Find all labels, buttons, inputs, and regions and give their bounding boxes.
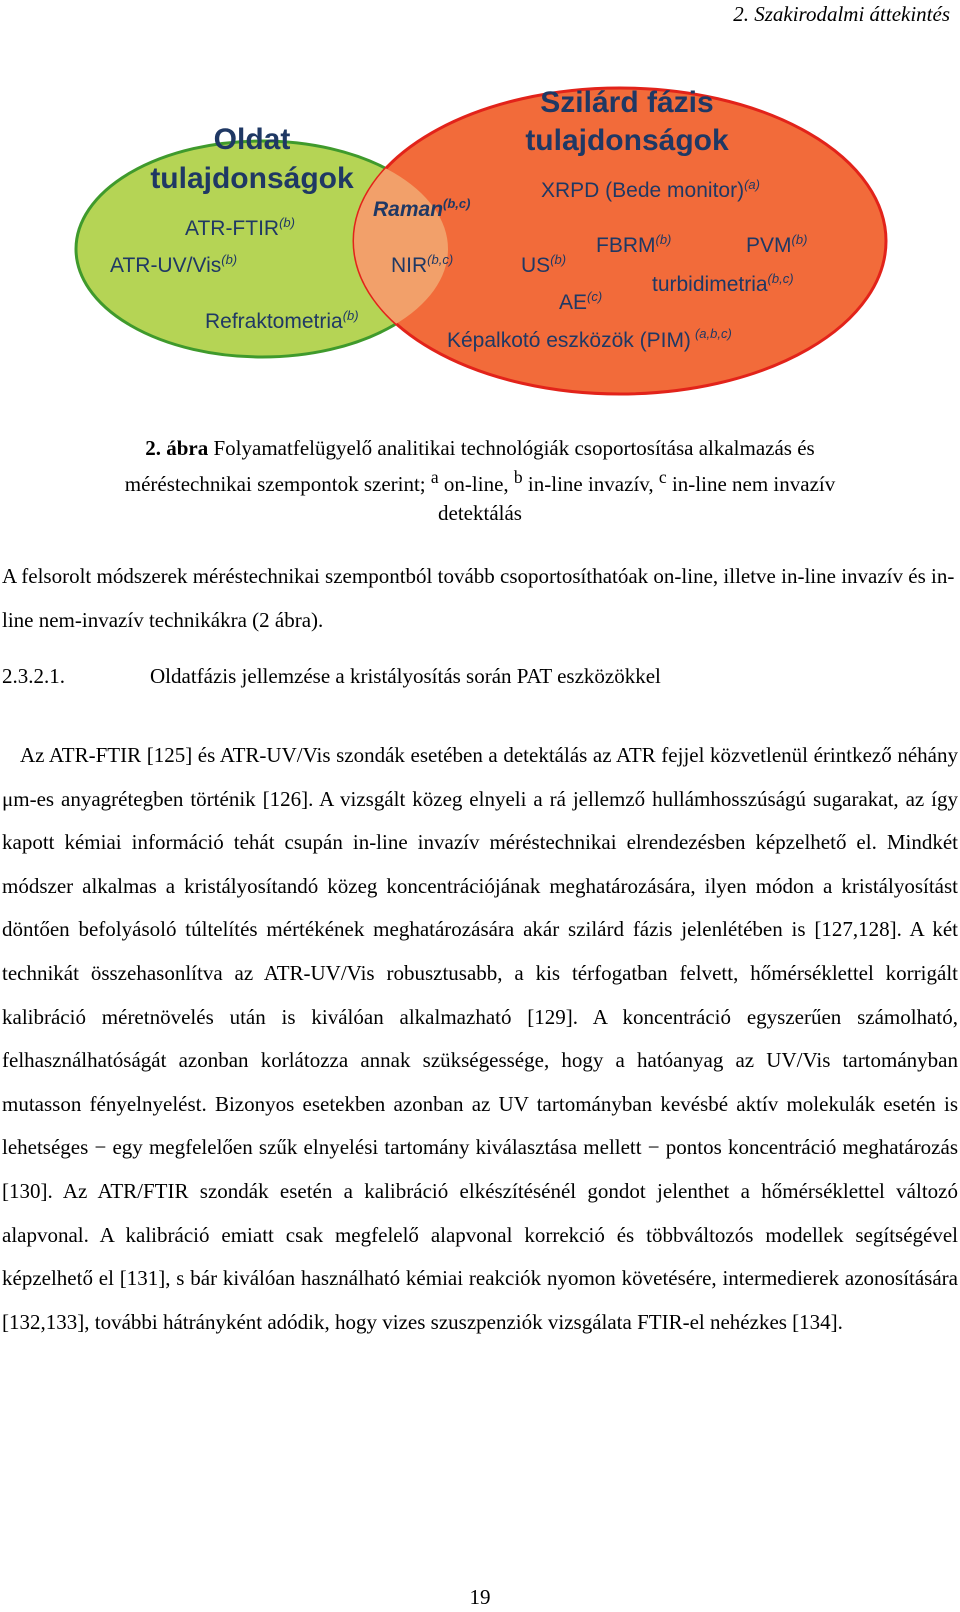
caption-line2d: in-line nem invazív (666, 472, 836, 496)
venn-diagram (0, 82, 960, 400)
item-xrpd: XRPD (Bede monitor)$^{(a)}$ (541, 177, 760, 202)
caption-sup-b: b (513, 467, 523, 487)
section-heading (2, 664, 958, 689)
item-refraktometria: Refraktometria$^{(b)}$ (205, 308, 359, 333)
page-number: 19 (469, 1585, 491, 1609)
item-nir: NIR$^{(b,c)}$ (391, 252, 454, 277)
body-paragraph: Az ATR-FTIR [125] és ATR-UV/Vis szondák esetében a detektálás az ATR fejjel közvetlenül érintkező néhány μm-es anyagrétegben történik [126]. A vizsgált közeg elnyeli a rá jellemző hullámhosszúságú sugarakat, az így kapott kémiai információ tehát csupán in-line invazív méréstechnikai elrendezésben képzelhető el. Mindkét módszer alkalmas a kristályosítandó közeg koncentrációjának meghatározására, ilyen módon a kristályosítást döntően befolyásoló túltelítés mértékének meghatározására akár szilárd fázis jelenlétében is [127,128]. A két technikát összehasonlítva az ATR-UV/Vis robusztusabb, a kis térfogatban felvett, hőmérséklettel korrigált kalibráció méretnövelés után is kiválóan alkalmazható [129]. A koncentráció egyszerűen számolható, felhasználhatóságát azonban korlátozza annak szükségessége, hogy a hatóanyag az UV/Vis tartományban mutasson fényelnyelést. Bizonyos esetekben azonban az UV tartományban kevésbé aktív molekulák esetén is lehetséges − egy megfelelően szűk elnyelési tartomány kiválasztása mellett − pontos koncentráció meghatározás [130]. Az ATR/FTIR szondák esetén a kalibráció elkészítésénél gondot jelenthet a hőmérséklettel változó alapvonal. A kalibráció emiatt csak megfelelő alapvonal korrekció és többváltozós modellek segítségével képzelhető el [131], s bár kiválóan használható kémiai reakciók nyomon követésére, intermedierek azonosítására [132,133], további hátrányként adódik, hogy vizes szuszpenziók vizsgálata FTIR-el nehézkes [134]. (2, 743, 958, 1334)
right-title-line1: Szilárd fázis (540, 86, 714, 119)
section-number: 2.3.2.1. (2, 664, 65, 688)
caption-line1: Folyamatfelügyelő analitikai technológiák csoportosítása alkalmazás és (208, 436, 815, 460)
caption-line2c: in-line invazív, (522, 472, 659, 496)
venn-diagram-figure (0, 82, 960, 400)
item-pim: Képalkotó eszközök (PIM) $^{(a,b,c)}$ (447, 326, 732, 352)
caption-line2b: on-line, (438, 472, 514, 496)
left-title-line2: tulajdonságok (150, 162, 354, 195)
caption-line2a: méréstechnikai szempontok szerint; (124, 472, 431, 496)
caption-sup-c: c (658, 467, 667, 487)
intro-paragraph: A felsorolt módszerek méréstechnikai szempontból tovább csoportosíthatóak on-line, illetve in-line invazív és in-line nem-invazív technikákra (2 ábra). (2, 564, 955, 632)
figure-caption (40, 434, 920, 528)
item-raman: Raman$^{(b,c)}$ (373, 196, 471, 221)
item-fbrm: FBRM$^{(b)}$ (596, 232, 672, 257)
item-atr-ftir: ATR-FTIR$^{(b)}$ (185, 215, 295, 240)
section-title: Oldatfázis jellemzése a kristályosítás során PAT eszközökkel (150, 664, 661, 688)
running-header: 2. Szakirodalmi áttekintés (733, 2, 950, 26)
caption-sup-a: a (430, 467, 439, 487)
item-us: US$^{(b)}$ (521, 252, 567, 277)
right-title-line2: tulajdonságok (525, 124, 729, 157)
item-atr-uvvis: ATR-UV/Vis$^{(b)}$ (110, 252, 238, 277)
item-pvm: PVM$^{(b)}$ (746, 232, 808, 257)
caption-line3: detektálás (438, 501, 522, 525)
left-title-line1: Oldat (213, 123, 291, 156)
caption-label: 2. ábra (145, 436, 209, 460)
item-ae: AE$^{(c)}$ (559, 289, 603, 314)
item-turbidimetria: turbidimetria$^{(b,c)}$ (652, 271, 794, 296)
